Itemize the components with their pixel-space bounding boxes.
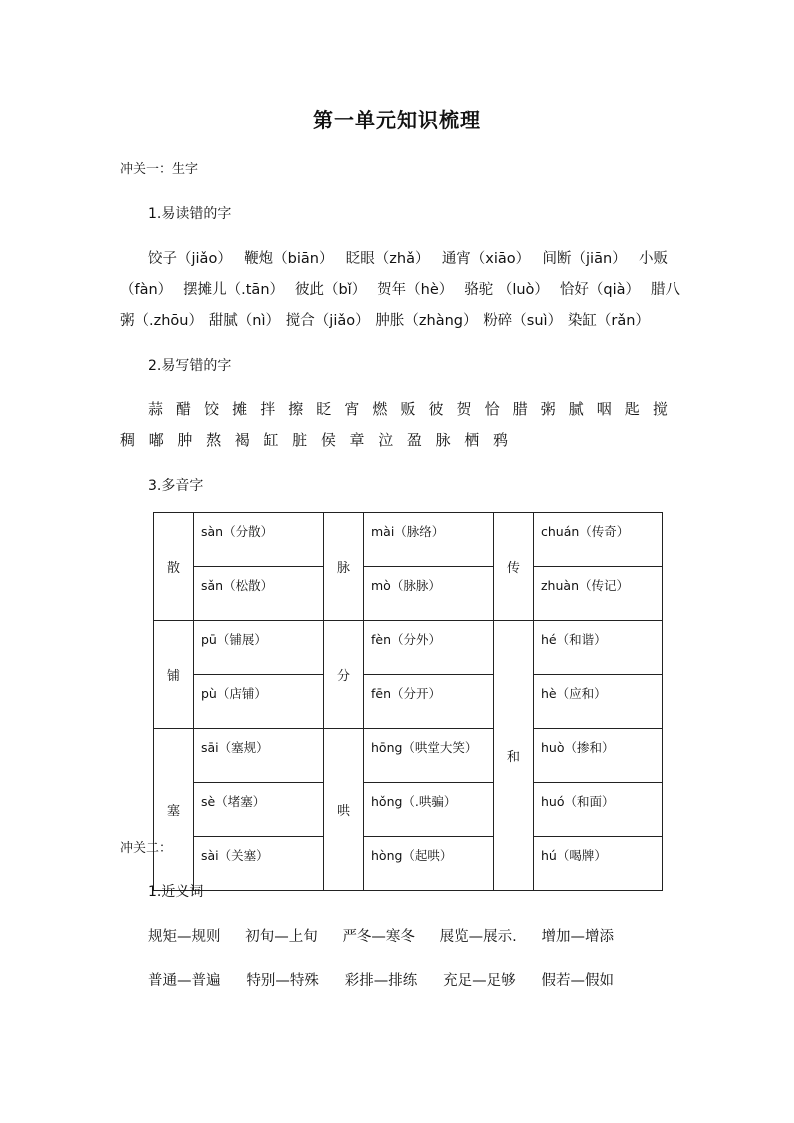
misread-word: 染缸（rǎn）: [567, 313, 650, 329]
char-item: 盈: [406, 431, 422, 449]
table-cell-char: 铺: [154, 621, 194, 729]
synonym-pair: 特别—特殊: [246, 973, 319, 989]
char-item: 匙: [624, 400, 640, 418]
table-cell-reading: sài（关塞）: [194, 837, 324, 891]
char-item: 醋: [176, 400, 192, 418]
subsection-heading-synonyms: 1.近义词: [148, 884, 204, 900]
misread-word: 恰好（qià）: [559, 282, 641, 298]
char-item: 脏: [292, 431, 308, 449]
synonym-pair: 初旬—上旬: [245, 929, 318, 945]
misread-line-2: [120, 278, 680, 299]
table-cell-reading: fēn（分开）: [364, 675, 494, 729]
table-cell-reading: pù（店铺）: [194, 675, 324, 729]
table-cell-char: 哄: [324, 729, 364, 891]
page-title: 第一单元知识梳理: [313, 108, 481, 132]
synonym-row-2: [148, 969, 614, 990]
misread-word: 甜腻（nì）: [208, 313, 280, 329]
table-cell-char: 散: [154, 513, 194, 621]
table-cell-reading: huó（和面）: [534, 783, 663, 837]
table-cell-char: 脉: [324, 513, 364, 621]
char-item: 饺: [204, 400, 220, 418]
table-cell-char: 传: [494, 513, 534, 621]
char-item: 泣: [378, 431, 394, 449]
misread-word: 搅合（jiǎo）: [285, 313, 370, 329]
misread-word: 眨眼（zhǎ）: [345, 251, 430, 267]
synonym-pair: 严冬—寒冬: [342, 929, 415, 945]
char-item: 章: [349, 431, 365, 449]
misread-word: 贺年（hè）: [377, 282, 454, 298]
subsection-heading-misread: 1.易读错的字: [148, 206, 232, 222]
table-cell-reading: fèn（分外）: [364, 621, 494, 675]
misread-word: 肿胀（zhàng）: [375, 313, 478, 329]
char-item: 燃: [372, 400, 388, 418]
char-item: 腊: [512, 400, 528, 418]
subsection-heading-polyphonic: 3.多音字: [148, 478, 204, 494]
misread-word: 粥（.zhōu）: [120, 313, 203, 329]
table-cell-reading: pū（铺展）: [194, 621, 324, 675]
char-item: 粥: [540, 400, 556, 418]
char-item: 恰: [484, 400, 500, 418]
char-item: 熬: [206, 431, 222, 449]
char-item: 褐: [234, 431, 250, 449]
table-cell-reading: zhuàn（传记）: [534, 567, 663, 621]
char-item: 搅: [652, 400, 668, 418]
misread-word: 间断（jiān）: [542, 251, 627, 267]
synonym-pair: 假若—假如: [541, 973, 614, 989]
misread-word: （fàn）: [120, 282, 173, 298]
char-item: 腻: [568, 400, 584, 418]
synonym-pair: 增加—增添: [541, 929, 614, 945]
char-item: 鸦: [492, 431, 508, 449]
table-cell-char: 和: [494, 621, 534, 891]
synonym-pair: 彩排—排练: [344, 973, 418, 989]
table-cell-reading: hòng（起哄）: [364, 837, 494, 891]
table-cell-reading: mò（脉脉）: [364, 567, 494, 621]
misread-word: 小贩: [638, 251, 668, 267]
table-cell-reading: sàn（分散）: [194, 513, 324, 567]
misread-word: 通宵（xiāo）: [441, 251, 531, 267]
section-heading-1: 冲关一：生字: [120, 162, 199, 177]
synonym-pair: 规矩—规则: [148, 929, 221, 945]
table-cell-reading: hǒng（.哄骗）: [364, 783, 494, 837]
section-heading-2: 冲关二：: [120, 841, 173, 856]
table-cell-reading: sǎn（松散）: [194, 567, 324, 621]
miswritten-row-2: [120, 429, 508, 450]
synonym-pair: 展览—展示.: [439, 929, 517, 945]
char-item: 擦: [288, 400, 304, 418]
table-cell-reading: mài（脉络）: [364, 513, 494, 567]
char-item: 宵: [344, 400, 360, 418]
table-cell-reading: hè（应和）: [534, 675, 663, 729]
char-item: 贩: [400, 400, 416, 418]
char-item: 缸: [263, 431, 279, 449]
char-item: 眨: [316, 400, 332, 418]
table-cell-reading: hōng（哄堂大笑）: [364, 729, 494, 783]
misread-word: 鞭炮（biān）: [244, 251, 334, 267]
miswritten-row-1: [148, 398, 668, 419]
synonym-pair: 充足—足够: [443, 973, 516, 989]
misread-word: 腊八: [650, 282, 680, 298]
table-cell-reading: sè（堵塞）: [194, 783, 324, 837]
misread-line-1: [148, 247, 668, 268]
table-cell-reading: chuán（传奇）: [534, 513, 663, 567]
char-item: 稠: [120, 431, 136, 449]
polyphonic-table: [153, 512, 663, 891]
char-item: 嘟: [148, 431, 164, 449]
char-item: 肿: [177, 431, 193, 449]
table-cell-reading: huò（掺和）: [534, 729, 663, 783]
char-item: 摊: [232, 400, 248, 418]
misread-word: 彼此（bǐ）: [294, 282, 367, 298]
char-item: 蒜: [148, 400, 164, 418]
subsection-heading-miswritten: 2.易写错的字: [148, 358, 232, 374]
char-item: 贺: [456, 400, 472, 418]
misread-word: 粉碎（suì）: [483, 313, 563, 329]
char-item: 栖: [464, 431, 480, 449]
misread-word: 骆驼 （luò）: [464, 282, 549, 298]
synonym-pair: 普通—普遍: [148, 973, 221, 989]
misread-line-3: [120, 309, 650, 330]
char-item: 拌: [260, 400, 276, 418]
table-cell-reading: sāi（塞规）: [194, 729, 324, 783]
table-cell-char: 分: [324, 621, 364, 729]
char-item: 咽: [596, 400, 612, 418]
table-cell-char: 塞: [154, 729, 194, 891]
table-cell-reading: hú（喝牌）: [534, 837, 663, 891]
misread-word: 摆摊儿（.tān）: [183, 282, 285, 298]
table-cell-reading: hé（和谐）: [534, 621, 663, 675]
char-item: 侯: [320, 431, 336, 449]
misread-word: 饺子（jiǎo）: [148, 251, 232, 267]
char-item: 脉: [435, 431, 451, 449]
char-item: 彼: [428, 400, 444, 418]
synonym-row-1: [148, 925, 614, 946]
